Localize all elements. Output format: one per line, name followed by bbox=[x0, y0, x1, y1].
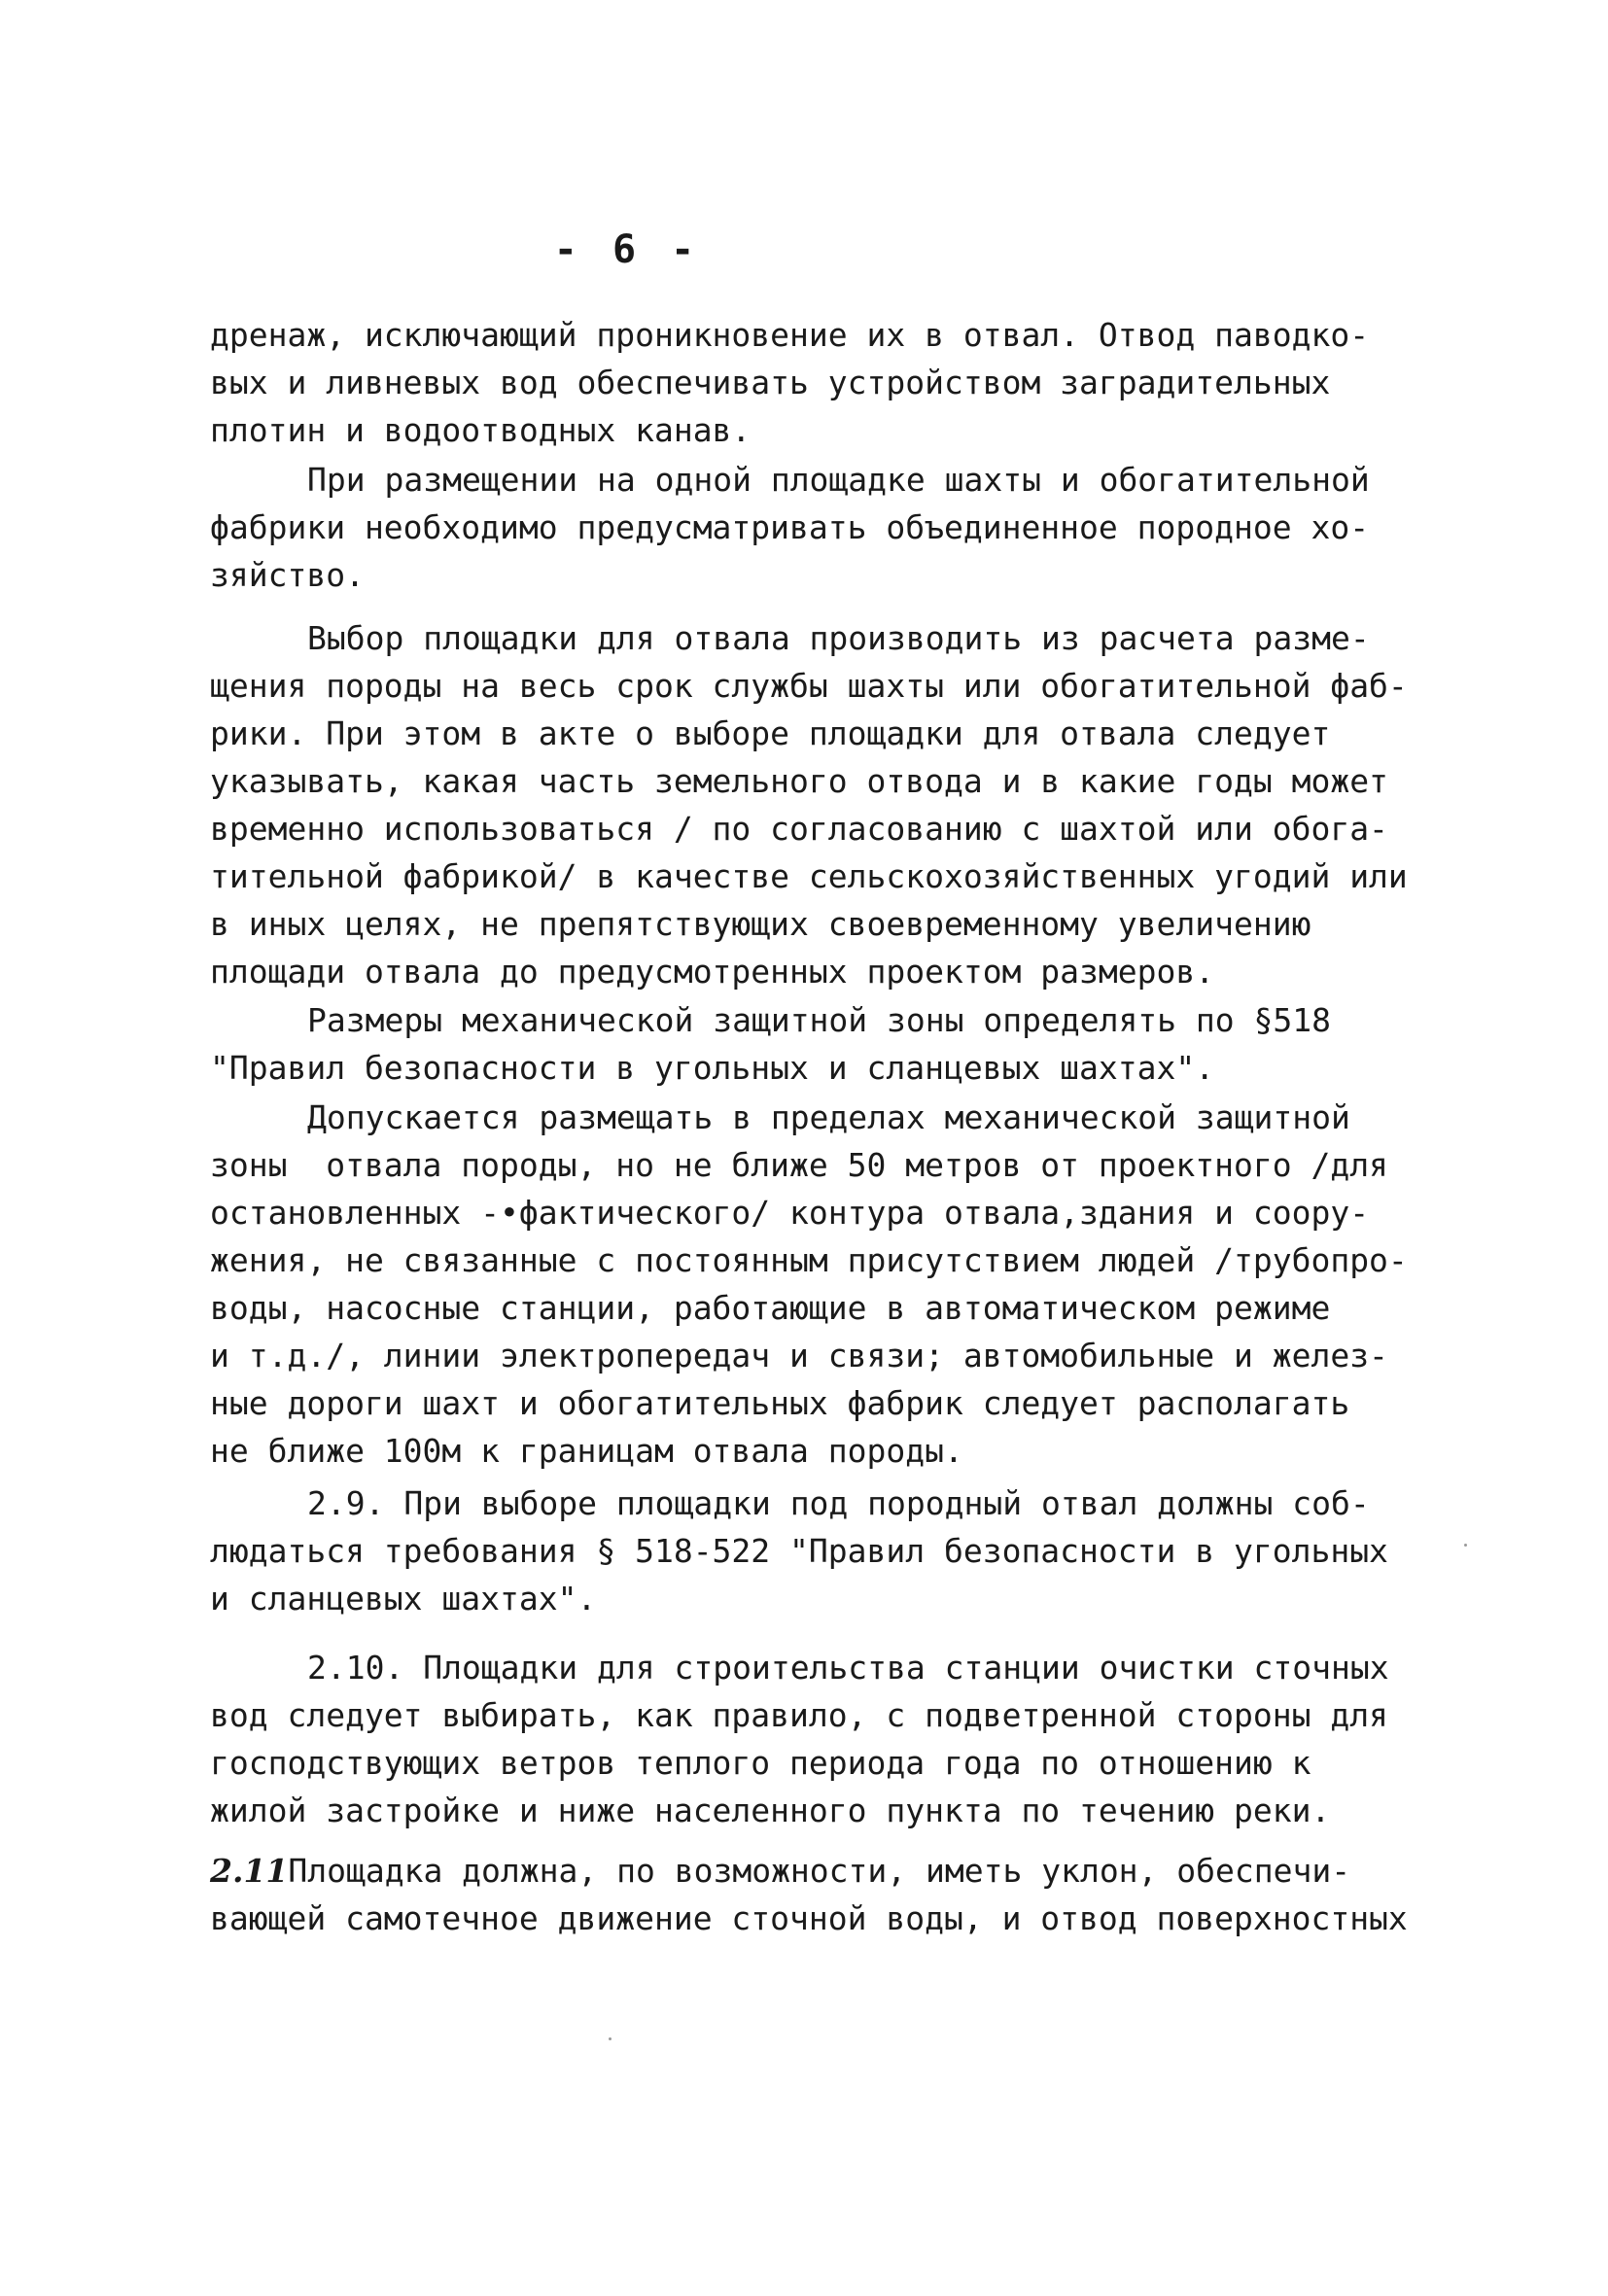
paragraph-drainage bbox=[210, 311, 1464, 454]
text-line: вод следует выбирать, как правило, с подветренной стороны для bbox=[210, 1696, 1388, 1734]
handwritten-clause-number: 2.11 bbox=[210, 1852, 289, 1890]
text-line: временно использоваться / по согласованию с шахтой или обога- bbox=[210, 810, 1388, 848]
scan-speck bbox=[609, 2037, 612, 2040]
text-line: плотин и водоотводных канав. bbox=[210, 411, 752, 449]
paragraph-permitted-placement bbox=[210, 1094, 1464, 1475]
text-line: воды, насосные станции, работающие в автоматическом режиме bbox=[210, 1289, 1331, 1327]
text-line: и сланцевых шахтах". bbox=[210, 1580, 597, 1618]
paragraph-site-selection bbox=[210, 614, 1464, 995]
text-line: вающей самотечное движение сточной воды, и отвод поверхностных bbox=[210, 1899, 1408, 1937]
text-line: рики. При этом в акте о выборе площадки для отвала следует bbox=[210, 714, 1331, 752]
text-line: в иных целях, не препятствующих своевременному увеличению bbox=[210, 905, 1311, 943]
text-line: фабрики необходимо предусматривать объединенное породное хо- bbox=[210, 508, 1370, 546]
text-line: людаться требования § 518-522 "Правил безопасности в угольных bbox=[210, 1532, 1388, 1570]
text-line: остановленных -•фактического/ контура отвала,здания и соору- bbox=[210, 1194, 1370, 1232]
paragraph-shared-waste bbox=[210, 456, 1464, 599]
text-line: жения, не связанные с постоянным присутствием людей /трубопро- bbox=[210, 1241, 1408, 1279]
text-line bbox=[210, 1847, 1464, 1895]
page-number: - 6 - bbox=[553, 227, 701, 272]
text-line: и т.д./, линии электропередач и связи; автомобильные и желез- bbox=[210, 1337, 1388, 1374]
text-line: Размеры механической защитной зоны определять по §518 bbox=[307, 1001, 1331, 1039]
text-line: 2.9. При выборе площадки под породный отвал должны соб- bbox=[307, 1484, 1370, 1522]
clause-2-10 bbox=[210, 1644, 1464, 1834]
text-line: площади отвала до предусмотренных проектом размеров. bbox=[210, 953, 1215, 991]
text-line-content: Площадка должна, по возможности, иметь уклон, обеспечи- bbox=[288, 1852, 1351, 1890]
text-line: щения породы на весь срок службы шахты или обогатительной фаб- bbox=[210, 667, 1408, 705]
text-line: Выбор площадки для отвала производить из расчета разме- bbox=[307, 619, 1370, 657]
text-line: При размещении на одной площадке шахты и обогатительной bbox=[307, 461, 1370, 499]
text-line: "Правил безопасности в угольных и сланцевых шахтах". bbox=[210, 1049, 1215, 1087]
scan-speck bbox=[1464, 1544, 1467, 1547]
text-line: ные дороги шахт и обогатительных фабрик следует располагать bbox=[210, 1384, 1350, 1422]
text-line: зоны отвала породы, но не ближе 50 метров от проектного /для bbox=[210, 1146, 1388, 1184]
text-line: дренаж, исключающий проникновение их в отвал. Отвод паводко- bbox=[210, 316, 1370, 354]
text-line: тительной фабрикой/ в качестве сельскохозяйственных угодий или bbox=[210, 857, 1408, 895]
text-line: вых и ливневых вод обеспечивать устройством заградительных bbox=[210, 364, 1331, 401]
text-line: не ближе 100м к границам отвала породы. bbox=[210, 1432, 963, 1470]
text-line: указывать, какая часть земельного отвода и в какие годы может bbox=[210, 762, 1388, 800]
paragraph-protective-zone bbox=[210, 996, 1464, 1092]
text-line: 2.10. Площадки для строительства станции очистки сточных bbox=[307, 1649, 1389, 1687]
clause-2-11 bbox=[210, 1847, 1464, 1942]
text-line: Допускается размещать в пределах механической защитной bbox=[307, 1098, 1350, 1136]
text-line: зяйство. bbox=[210, 556, 365, 594]
text-line: жилой застройке и ниже населенного пункта по течению реки. bbox=[210, 1792, 1331, 1829]
text-line: господствующих ветров теплого периода года по отношению к bbox=[210, 1744, 1311, 1782]
clause-2-9 bbox=[210, 1479, 1464, 1622]
